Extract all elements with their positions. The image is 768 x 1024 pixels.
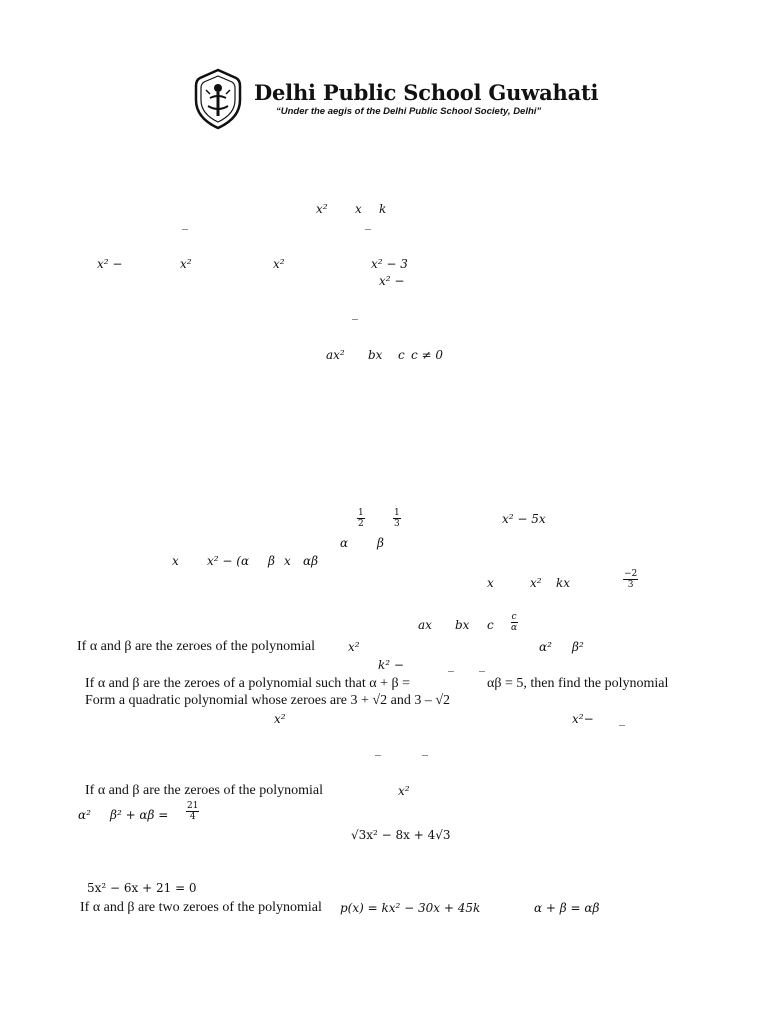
math-fragment: _ [479, 658, 485, 672]
fraction-c-over-alpha [510, 612, 518, 633]
math-fragment: β² + αβ = [110, 808, 169, 822]
fraction-numerator: −2 [624, 569, 638, 579]
fraction-denominator: 3 [627, 580, 634, 590]
math-fragment: _ [448, 658, 454, 672]
math-fragment: k² − [378, 658, 404, 672]
math-fragment: x² [398, 784, 410, 798]
math-fragment: _ [422, 742, 428, 756]
math-fragment: c ≠ 0 [411, 348, 444, 362]
math-fragment: x² [530, 576, 542, 590]
math-fragment: x [487, 576, 494, 590]
fraction-numerator: c [511, 612, 517, 622]
math-fragment: x² − 3 [371, 257, 408, 271]
math-fragment: α [340, 536, 349, 550]
fraction-minus-two-thirds [623, 569, 638, 590]
math-fragment: α + β = αβ [534, 901, 600, 915]
fraction-one-third [393, 508, 401, 529]
fraction-numerator: 1 [394, 508, 400, 518]
question-text: αβ = 5, then find the polynomial [487, 676, 669, 691]
question-text: If α and β are the zeroes of the polynomial [77, 639, 315, 654]
math-fragment: αβ [303, 554, 319, 568]
math-fragment: kx [556, 576, 571, 590]
question-text: If α and β are the zeroes of a polynomial such that α + β = [85, 676, 410, 691]
question-text: If α and β are the zeroes of the polynomial [85, 783, 323, 798]
fraction-numerator: 21 [187, 801, 199, 811]
school-crest-logo [192, 68, 244, 130]
math-fragment: β² [572, 640, 584, 654]
math-fragment: x [172, 554, 179, 568]
math-fragment: _ [352, 306, 358, 320]
fraction-denominator: α [511, 623, 518, 633]
math-fragment: β [377, 536, 384, 550]
fraction-numerator: 1 [358, 508, 364, 518]
math-fragment: α² [78, 808, 91, 822]
math-fragment: 5x² − 6x + 21 = 0 [87, 881, 197, 895]
math-fragment: _ [365, 216, 371, 230]
fraction-denominator: 2 [358, 519, 364, 529]
math-fragment: x² − (α [207, 554, 250, 568]
math-fragment: _ [182, 216, 188, 230]
math-fragment: x² − [379, 274, 405, 288]
fraction-denominator: 4 [189, 812, 196, 822]
math-fragment: α² [539, 640, 552, 654]
math-fragment: √3x² − 8x + 4√3 [351, 828, 451, 842]
math-fragment: x² [274, 712, 286, 726]
fraction-twenty-one-fourths [186, 801, 199, 822]
math-fragment: c [487, 618, 494, 632]
math-fragment: _ [619, 712, 625, 726]
math-fragment: c [398, 348, 405, 362]
math-fragment: bx [368, 348, 383, 362]
question-text: Form a quadratic polynomial whose zeroes are 3 + √2 and 3 – √2 [85, 693, 450, 708]
math-fragment: x² [273, 257, 285, 271]
math-fragment: bx [455, 618, 470, 632]
math-fragment: x² − 5x [502, 512, 546, 526]
math-fragment: k [379, 202, 387, 216]
math-fragment: x [284, 554, 291, 568]
fraction-denominator: 3 [394, 519, 400, 529]
math-fragment: x² [180, 257, 192, 271]
math-fragment: x² [348, 640, 360, 654]
school-name: Delhi Public School Guwahati [254, 80, 599, 105]
school-tagline: “Under the aegis of the Delhi Public School Society, Delhi” [276, 106, 542, 117]
math-fragment: ax² [326, 348, 345, 362]
math-fragment: x [355, 202, 362, 216]
math-fragment: ax [418, 618, 432, 632]
math-fragment: _ [375, 742, 381, 756]
math-fragment: β [268, 554, 275, 568]
math-fragment: x² − [97, 257, 123, 271]
math-fragment: x² [316, 202, 328, 216]
math-fragment: p(x) = kx² − 30x + 45k [340, 901, 481, 915]
question-text: If α and β are two zeroes of the polynomial [80, 900, 322, 915]
fraction-one-half [357, 508, 365, 529]
math-fragment: x²− [572, 712, 594, 726]
